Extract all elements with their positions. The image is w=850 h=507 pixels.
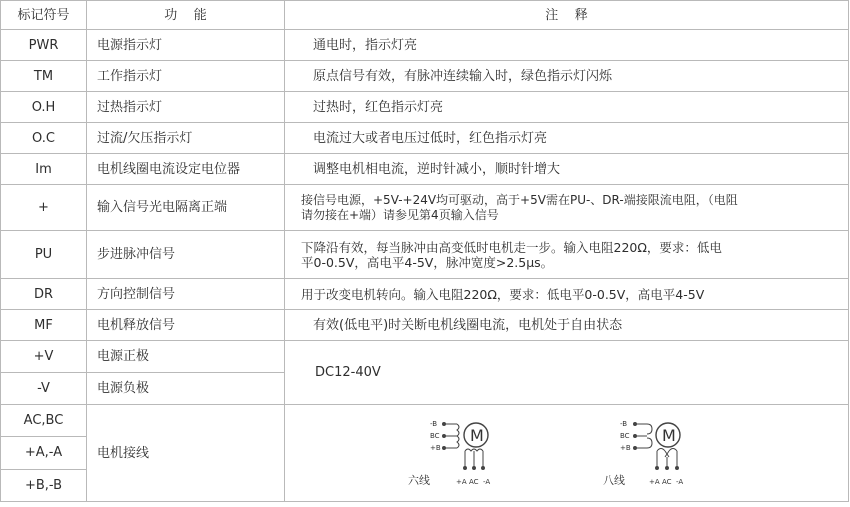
row-symbol: MF: [1, 310, 87, 341]
row-function: 方向控制信号: [87, 279, 285, 310]
row-function: 电机线圈电流设定电位器: [87, 154, 285, 185]
row-note-line: 平0-0.5V，高电平4-5V，脉冲宽度>2.5μs。: [301, 254, 554, 270]
motor-m-six: M: [470, 426, 484, 445]
row-note-line: 接信号电源，+5V-+24V均可驱动，高于+5V需在PU-、DR-端接限流电阻，（电阻: [301, 192, 738, 207]
row-symbol: PU: [1, 231, 87, 279]
row-function: 电源负极: [87, 373, 285, 405]
eight-wire-label-pos-a: +A: [649, 478, 660, 486]
header-note: 注 释: [285, 1, 849, 30]
table-row: [1, 61, 849, 92]
table-row: [1, 279, 849, 310]
eight-wire-label-neg-b: -B: [620, 420, 628, 428]
six-wire-caption: 六线: [408, 474, 430, 487]
table-row: [1, 92, 849, 123]
table-header-row: [1, 1, 849, 30]
row-symbol: AC,BC: [1, 405, 87, 437]
row-note: 调整电机相电流，逆时针减小，顺时针增大: [285, 154, 849, 185]
eight-wire-diagram: [603, 420, 683, 487]
row-symbol: +V: [1, 341, 87, 373]
row-function: 过热指示灯: [87, 92, 285, 123]
table-row: [1, 123, 849, 154]
row-symbol: +B,-B: [1, 469, 87, 501]
six-wire-label-ac: AC: [469, 478, 479, 486]
row-function: 输入信号光电隔离正端: [87, 185, 285, 231]
row-note-line: 下降沿有效，每当脉冲由高变低时电机走一步。输入电阻220Ω，要求：低电: [301, 239, 722, 255]
row-note: 用于改变电机转向。输入电阻220Ω，要求：低电平0-0.5V，高电平4-5V: [285, 279, 849, 310]
eight-wire-label-ac: AC: [662, 478, 672, 486]
row-function: 电机接线: [87, 405, 285, 502]
motor-wiring-diagram: [285, 405, 847, 497]
row-note: 通电时，指示灯亮: [285, 30, 849, 61]
row-note: 电流过大或者电压过低时，红色指示灯亮: [285, 123, 849, 154]
six-wire-label-bc: BC: [430, 432, 440, 440]
table-row: [1, 154, 849, 185]
row-symbol: DR: [1, 279, 87, 310]
row-note: [285, 185, 849, 231]
six-wire-label-pos-b: +B: [430, 444, 441, 452]
row-symbol: O.H: [1, 92, 87, 123]
row-symbol: Im: [1, 154, 87, 185]
row-function: 步进脉冲信号: [87, 231, 285, 279]
eight-wire-label-bc: BC: [620, 432, 630, 440]
row-note: 过热时，红色指示灯亮: [285, 92, 849, 123]
row-note: 有效(低电平)时关断电机线圈电流，电机处于自由状态: [285, 310, 849, 341]
row-function: 工作指示灯: [87, 61, 285, 92]
row-function: 电源指示灯: [87, 30, 285, 61]
row-note: 原点信号有效，有脉冲连续输入时，绿色指示灯闪烁: [285, 61, 849, 92]
row-symbol: O.C: [1, 123, 87, 154]
six-wire-diagram: [408, 420, 490, 487]
eight-wire-caption: 八线: [603, 474, 625, 487]
row-symbol: +: [1, 185, 87, 231]
row-symbol: -V: [1, 373, 87, 405]
eight-wire-label-neg-a: -A: [676, 478, 684, 486]
power-note: DC12-40V: [285, 341, 849, 405]
wiring-diagram-cell: [285, 405, 849, 502]
header-symbol: 标记符号: [1, 1, 87, 30]
row-symbol: +A,-A: [1, 437, 87, 469]
six-wire-label-neg-a: -A: [483, 478, 491, 486]
table-row: [1, 341, 849, 373]
table-row: [1, 30, 849, 61]
table-row: [1, 310, 849, 341]
six-wire-label-pos-a: +A: [456, 478, 467, 486]
row-function: 电机释放信号: [87, 310, 285, 341]
row-note: [285, 231, 849, 279]
row-symbol: PWR: [1, 30, 87, 61]
eight-wire-label-pos-b: +B: [620, 444, 631, 452]
row-function: 过流/欠压指示灯: [87, 123, 285, 154]
row-note-line: 请勿接在+端）请参见第4页输入信号: [301, 207, 499, 222]
six-wire-label-neg-b: -B: [430, 420, 438, 428]
motor-m-eight: M: [662, 426, 676, 445]
header-function: 功 能: [87, 1, 285, 30]
table-row: [1, 185, 849, 231]
table-row: [1, 405, 849, 437]
row-symbol: TM: [1, 61, 87, 92]
table-row: [1, 231, 849, 279]
row-function: 电源正极: [87, 341, 285, 373]
